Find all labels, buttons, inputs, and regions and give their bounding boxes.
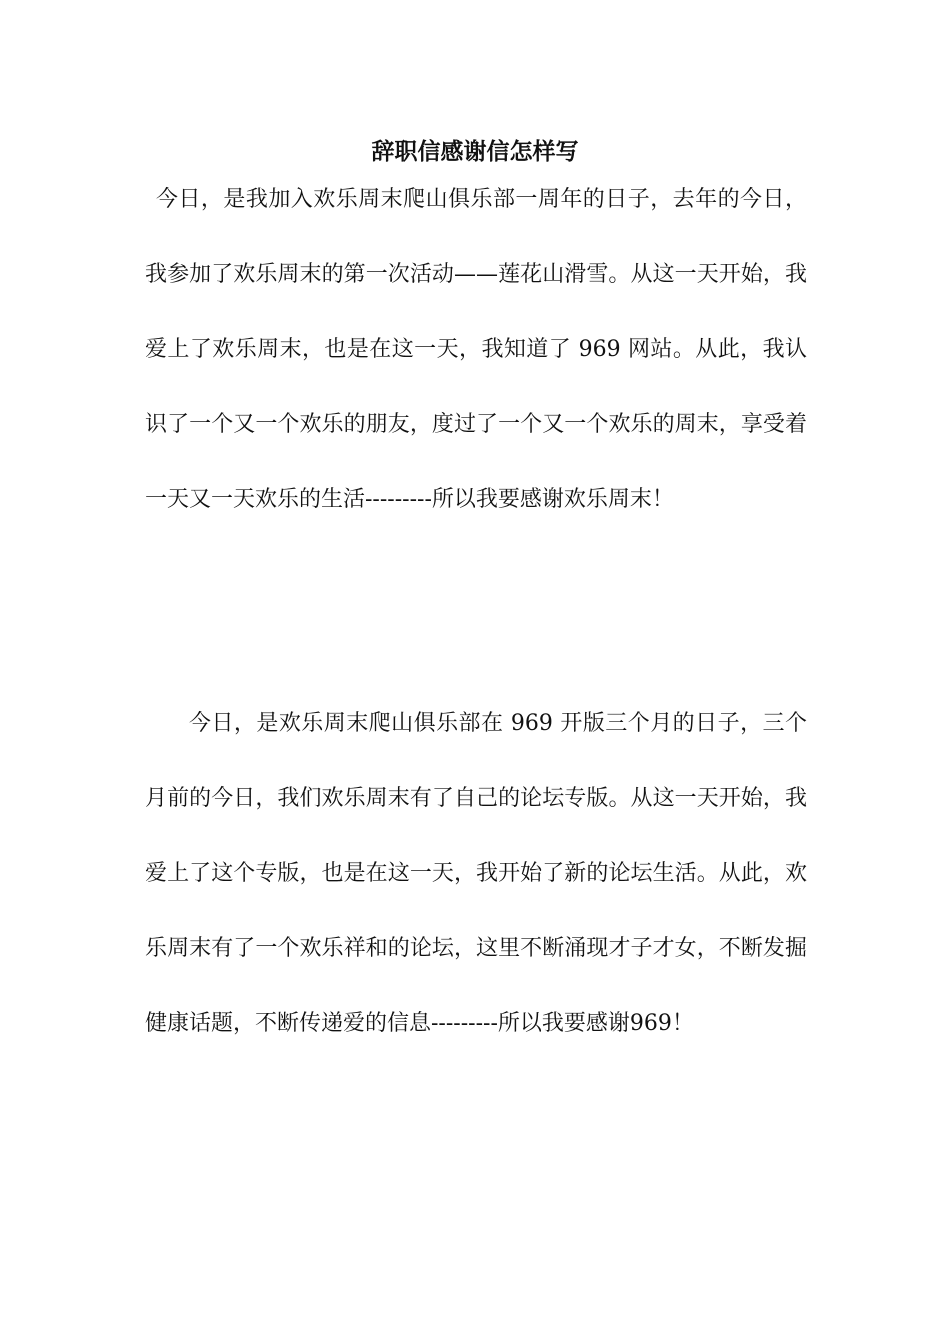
- paragraph-2: 今日，是欢乐周末爬山俱乐部在 969 开版三个月的日子，三个月前的今日，我们欢乐周末有了自己的论坛专版。从这一天开始，我爱上了这个专版，也是在这一天，我开始了新的论坛生活。从此，欢乐周末有了一个欢乐祥和的论坛，这里不断涌现才子才女，不断发掘健康话题，不断传递爱的信息---------所以我要感谢969！: [145, 711, 807, 1036]
- paragraph-1: 今日，是我加入欢乐周末爬山俱乐部一周年的日子，去年的今日，我参加了欢乐周末的第一次活动——莲花山滑雪。从这一天开始，我爱上了欢乐周末，也是在这一天，我知道了 969 网站。从此，我认识了一个又一个欢乐的朋友，度过了一个又一个欢乐的周末，享受着一天又一天欢乐的生活---------所以我要感谢欢乐周末！: [145, 187, 807, 512]
- document-title: 辞职信感谢信怎样写: [371, 138, 579, 165]
